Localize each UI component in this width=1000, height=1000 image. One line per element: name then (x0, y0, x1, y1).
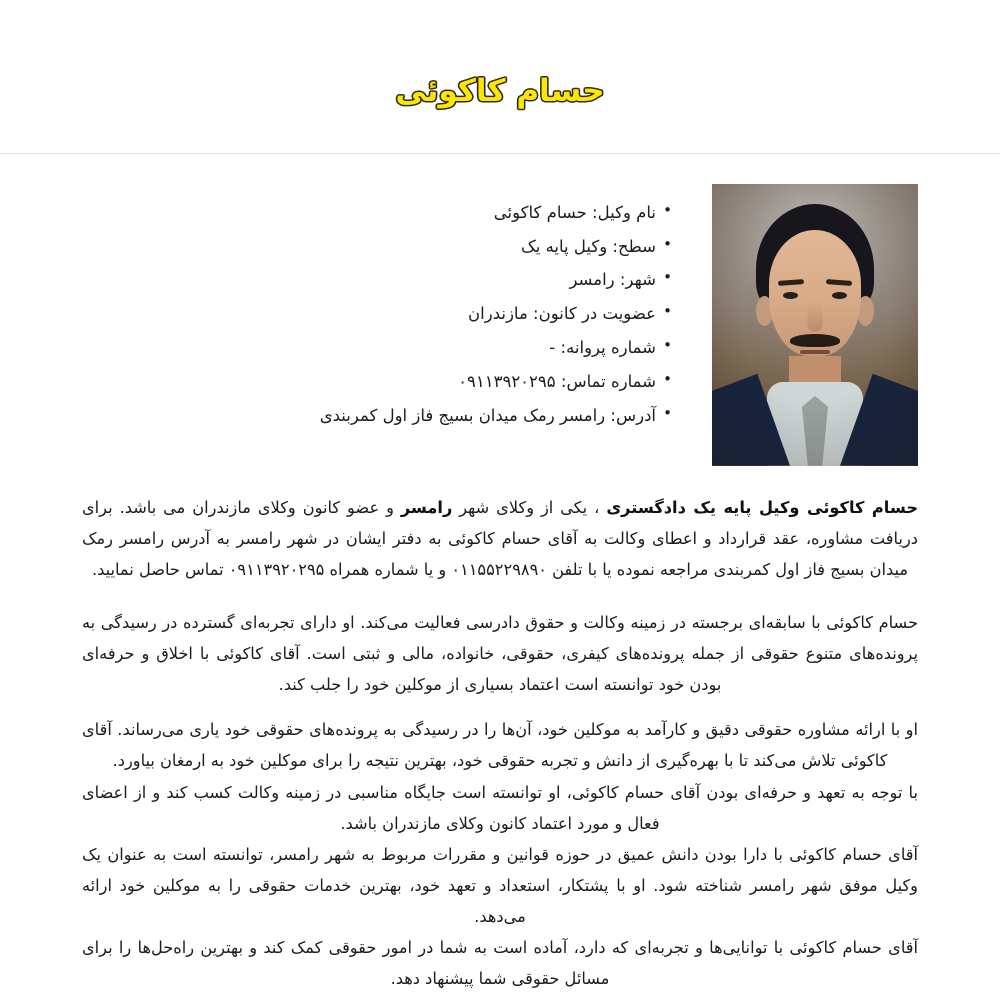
paragraph-local-knowledge: آقای حسام کاکوئی با دارا بودن دانش عمیق در حوزه قوانین و مقررات مربوط به شهر رامسر، توانسته است به عنوان یک وکیل موفق شهر رامسر شناخته شود. او با پشتکار، استعداد و تعهد خود، بهترین خدمات حقوقی را به موکلین خود ارائه می‌دهد. (82, 844, 918, 927)
detail-item-phone: • شماره تماس: ۰۹۱۱۳۹۲۰۲۹۵ (82, 365, 672, 399)
lead-bold-title: حسام کاکوئی وکیل پایه یک دادگستری (606, 497, 918, 517)
portrait-vignette (712, 184, 918, 466)
lead-rest-2: و عضو کانون وکلای مازندران می باشد. برای دریافت مشاوره، عقد قرارداد و اعطای وکالت به آقای حسام کاکوئی به دفتر ایشان در شهر رامسر به آدرس رامسر رمک میدان بسیج فاز اول کمربندی مراجعه نموده یا با تلفن ۰۱۱۵۵۲۲۹۸۹۰ و یا شماره همراه ۰۹۱۱۳۹۲۰۲۹۵ تماس حاصل نمایید. (82, 497, 918, 579)
detail-item-name: • نام وکیل: حسام کاکوئی (82, 196, 672, 230)
detail-item-license-number: • شماره پروانه: - (82, 331, 672, 365)
paragraph-commitment: با توجه به تعهد و حرفه‌ای بودن آقای حسام کاکوئی، او توانسته است جایگاه مناسبی در زمینه وکالت کسب کند و از اعضای فعال و مورد اعتماد کانون وکلای مازندران باشد. (82, 782, 918, 833)
lead-bold-city: رامسر (400, 497, 453, 517)
detail-item-city: • شهر: رامسر (82, 263, 672, 297)
profile-section (0, 154, 1000, 466)
lead-paragraph (82, 492, 918, 585)
lawyer-detail-list (82, 184, 672, 433)
detail-item-level: • سطح: وکیل پایه یک (82, 230, 672, 264)
paragraph-experience: حسام کاکوئی با سابقه‌ای برجسته در زمینه وکالت و حقوق دادرسی فعالیت می‌کند. او دارای تجربه‌ای گسترده در رسیدگی به پرونده‌های متنوع حقوقی از جمله پرونده‌های کیفری، حقوقی، خانواده، مالی و ثبتی است. آقای کاکوئی با اخلاق و حرفه‌ای بودن خود توانسته است اعتماد بسیاری از موکلین خود را جلب کند. (82, 613, 918, 695)
detail-item-address: • آدرس: رامسر رمک میدان بسیج فاز اول کمربندی (82, 399, 672, 433)
paragraph-consultation: او با ارائه مشاوره حقوقی دقیق و کارآمد به موکلین خود، آن‌ها را در رسیدگی به پرونده‌های حقوقی خود یاری می‌رساند. آقای کاکوئی تلاش می‌کند تا با بهره‌گیری از دانش و تجربه حقوقی خود، بهترین نتیجه را برای موکلین خود به ارمغان بیاورد. (82, 720, 918, 771)
detail-item-bar-association: • عضویت در کانون: مازندران (82, 297, 672, 331)
lawyer-portrait-photo (712, 184, 918, 466)
page-title: حسام کاکوئی (395, 72, 605, 109)
lead-rest-1: ، یکی از وکلای شهر (452, 497, 607, 517)
page-header (0, 0, 1000, 153)
paragraph-gap-1 (82, 700, 918, 714)
paragraph-call-to-action: آقای حسام کاکوئی با توانایی‌ها و تجربه‌ای که دارد، آماده است به شما در امور حقوقی کمک کند و بهترین راه‌حل‌ها را برای مسائل حقوقی شما پیشنهاد دهد. (82, 938, 918, 989)
article-body (0, 466, 1000, 995)
